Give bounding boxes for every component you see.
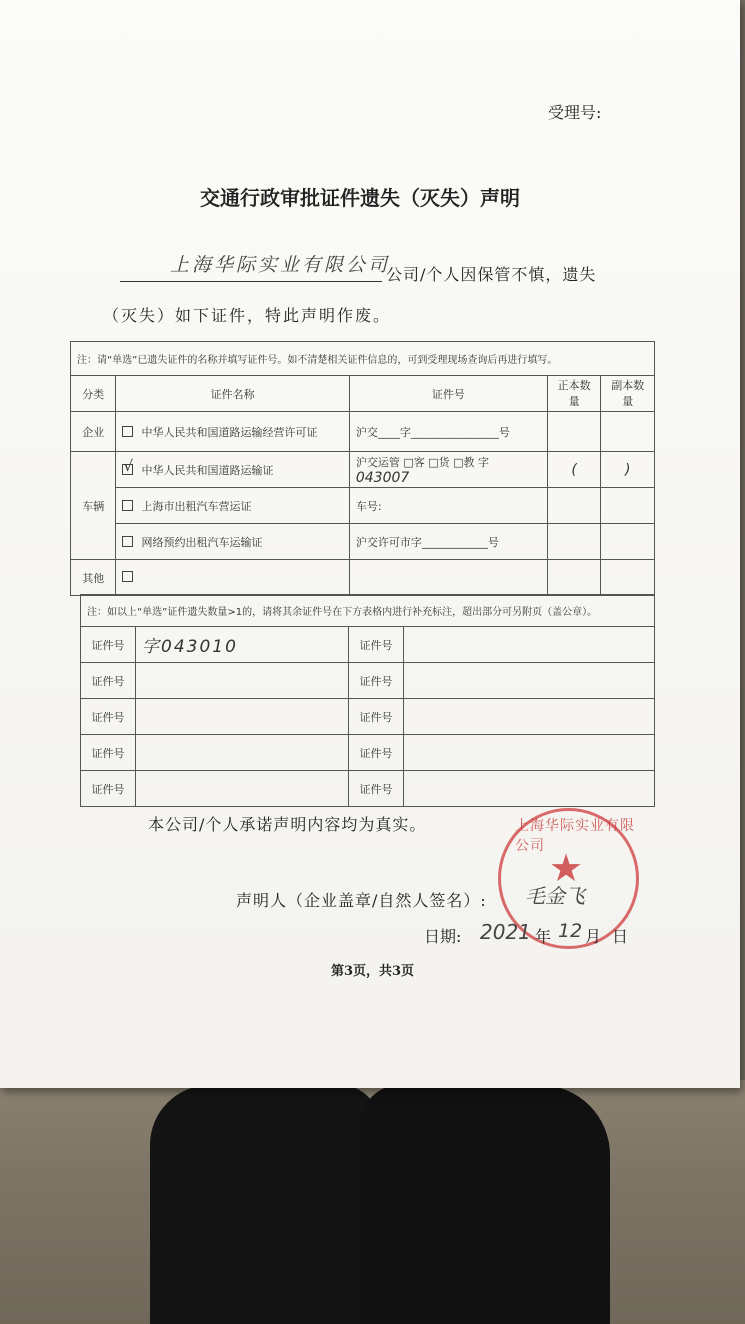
table-row [71, 560, 655, 596]
number-value-cell[interactable] [136, 771, 349, 807]
month-unit: 月 [585, 927, 602, 946]
seal-star-icon: ★ [549, 846, 584, 890]
number-label: 证件号 [81, 663, 136, 699]
supplementary-note: 注：如以上“单选”证件遗失数量>1的，请将其余证件号在下方表格内进行补充标注，超出部分可另附页（盖公章）。 [81, 595, 655, 627]
row-certificate-number: 车号: [349, 488, 547, 524]
row-original-count [547, 524, 601, 560]
row-certificate-name-cell [116, 488, 349, 524]
header-certificate-name: 证件名称 [116, 376, 349, 412]
document-title: 交通行政审批证件遗失（灭失）声明 [200, 186, 520, 210]
table-row [71, 412, 655, 452]
row-certificate-number: 沪交运管 □客 □货 □教 字 [355, 455, 490, 469]
number-label: 证件号 [349, 735, 404, 771]
day-unit: 日 [612, 927, 629, 946]
declaration-line-1: 公司/个人因保管不慎，遗失 [386, 265, 597, 284]
number-label: 证件号 [81, 627, 136, 663]
supplementary-number-table [80, 594, 655, 807]
row-certificate-name-cell [116, 412, 349, 452]
page-number-footer: 第3页，共3页 [330, 964, 415, 979]
number-label: 证件号 [349, 771, 404, 807]
table-row [71, 452, 655, 488]
date-year: 2021 [480, 920, 531, 944]
number-value-cell[interactable] [136, 735, 349, 771]
table-row [81, 663, 655, 699]
row-category: 车辆 [71, 452, 116, 560]
date-month: 12 [558, 920, 583, 942]
row-certificate-name: 中华人民共和国道路运输证 [141, 463, 274, 477]
date-label: 日期: [424, 927, 462, 946]
company-name-underline [120, 281, 382, 282]
handwritten-certificate-number: 043007 [355, 469, 410, 486]
row-copy-count [601, 412, 655, 452]
row-certificate-number-cell [349, 452, 547, 488]
row-original-count: ( [547, 452, 601, 488]
row-certificate-name: 上海市出租汽车营运证 [141, 499, 252, 513]
row-certificate-name-cell [116, 524, 349, 560]
number-value-cell[interactable] [404, 627, 655, 663]
row-copy-count [601, 524, 655, 560]
number-value-cell[interactable] [404, 663, 655, 699]
seal-text: 上海华际实业有限公司 [515, 818, 635, 854]
company-name-handwritten: 上海华际实业有限公司 [170, 254, 391, 276]
header-certificate-number: 证件号 [349, 376, 547, 412]
header-original-count: 正本数量 [547, 376, 601, 412]
table-row [81, 771, 655, 807]
checkbox-checked[interactable]: √ [123, 456, 134, 475]
row-certificate-name-cell [116, 560, 349, 596]
table-row [71, 524, 655, 560]
row-certificate-number: 沪交____字________________号 [349, 412, 547, 452]
table-row [81, 627, 655, 663]
table-row [71, 488, 655, 524]
year-unit: 年 [535, 927, 552, 946]
number-label: 证件号 [81, 699, 136, 735]
number-value-cell[interactable] [136, 699, 349, 735]
number-label: 证件号 [81, 771, 136, 807]
number-value-cell[interactable] [136, 627, 349, 663]
person-leg-left [150, 1085, 380, 1324]
table-row [81, 735, 655, 771]
row-certificate-number: 沪交许可市字____________号 [349, 524, 547, 560]
header-category: 分类 [71, 376, 116, 412]
row-copy-count [601, 488, 655, 524]
lost-certificate-table [70, 341, 655, 596]
number-label: 证件号 [349, 699, 404, 735]
row-category: 企业 [71, 412, 116, 452]
row-certificate-name: 网络预约出租汽车运输证 [141, 535, 263, 549]
number-value-cell[interactable] [404, 771, 655, 807]
number-value-cell[interactable] [404, 735, 655, 771]
number-value-cell[interactable] [404, 699, 655, 735]
row-original-count [547, 560, 601, 596]
handwritten-number: 字043010 [142, 637, 238, 657]
row-category: 其他 [71, 560, 116, 596]
declaration-line-2: （灭失）如下证件，特此声明作废。 [103, 306, 392, 325]
person-leg-right [360, 1085, 610, 1324]
number-value-cell[interactable] [136, 663, 349, 699]
checkbox[interactable] [122, 536, 133, 547]
number-label: 证件号 [81, 735, 136, 771]
checkbox[interactable] [122, 500, 133, 511]
table-row [81, 699, 655, 735]
table-note: 注：请“单选”已遗失证件的名称并填写证件号。如不清楚相关证件信息的，可到受理现场查询后再进行填写。 [71, 342, 655, 376]
row-original-count [547, 488, 601, 524]
row-copy-count [601, 560, 655, 596]
number-label: 证件号 [349, 663, 404, 699]
acceptance-number-label: 受理号: [548, 103, 602, 122]
checkbox[interactable] [122, 426, 133, 437]
row-certificate-name: 中华人民共和国道路运输经营许可证 [141, 425, 318, 439]
header-copy-count: 副本数量 [601, 376, 655, 412]
row-copy-count: ) [601, 452, 655, 488]
row-certificate-number [349, 560, 547, 596]
row-original-count [547, 412, 601, 452]
declarant-label: 声明人（企业盖章/自然人签名）: [236, 891, 487, 910]
commitment-statement: 本公司/个人承诺声明内容均为真实。 [148, 815, 427, 834]
number-label: 证件号 [349, 627, 404, 663]
row-certificate-name-cell [116, 452, 349, 488]
signature: 毛金飞 [525, 884, 585, 908]
checkbox[interactable] [122, 571, 133, 582]
